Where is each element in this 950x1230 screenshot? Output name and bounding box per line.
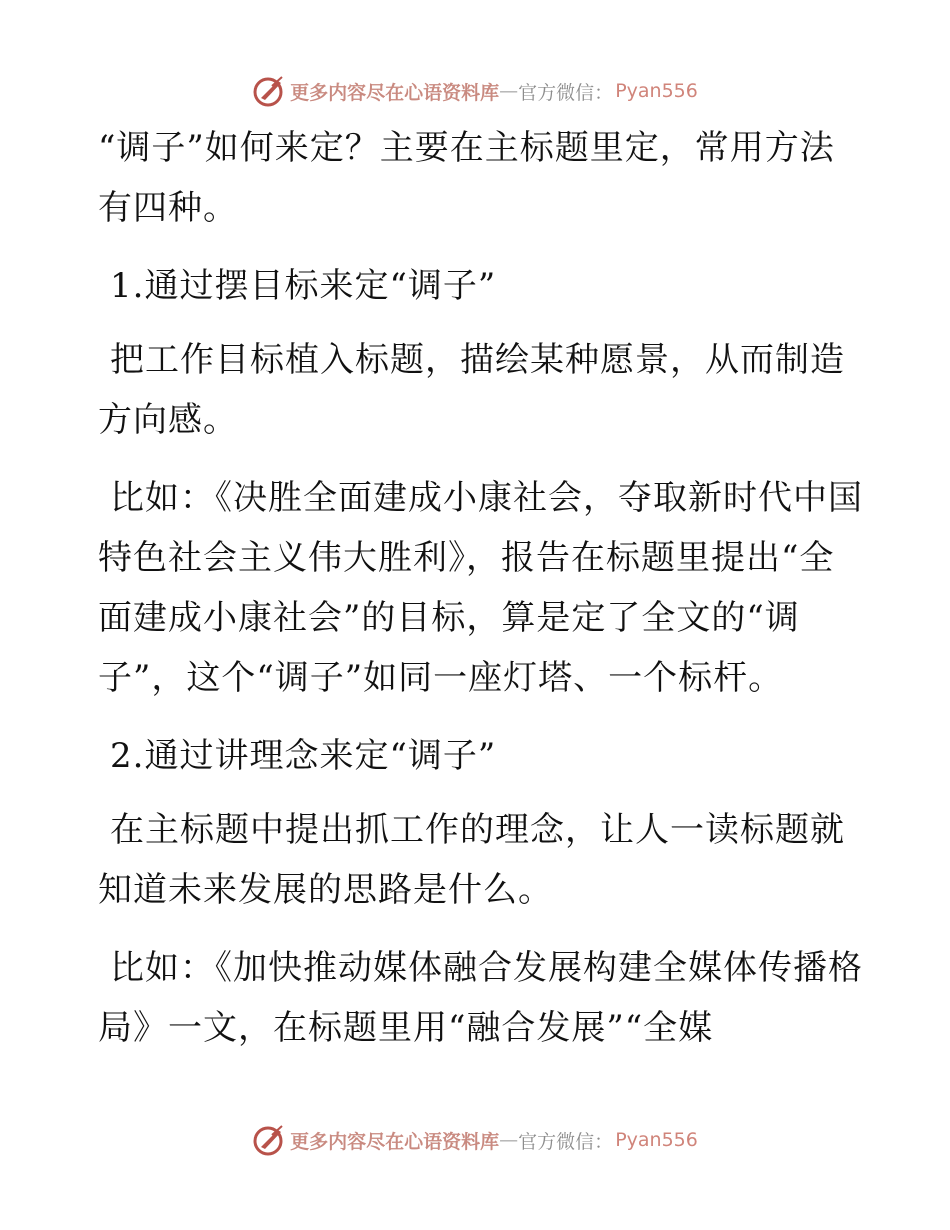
paragraph-example-2: 比如：《加快推动媒体融合发展构建全媒体传播格局》一文，在标题里用“融合发展”“全媒 bbox=[98, 948, 863, 1048]
paragraph-intro: “调子”如何来定？主要在主标题里定，常用方法有四种。 bbox=[98, 128, 835, 228]
watermark-dash: — bbox=[499, 1129, 519, 1151]
watermark-dash: — bbox=[499, 80, 519, 102]
watermark-label: 官方微信： bbox=[518, 81, 614, 104]
section-heading-2: 2.通过讲理念来定“调子” bbox=[110, 736, 497, 776]
watermark-wechat-id: Pyan556 bbox=[615, 1129, 698, 1151]
paragraph-method-2: 在主标题中提出抓工作的理念，让人一读标题就知道未来发展的思路是什么。 bbox=[98, 810, 845, 910]
watermark-text: 更多内容尽在心语资料库 bbox=[290, 81, 500, 104]
quill-logo-icon bbox=[252, 74, 286, 108]
watermark-text: 更多内容尽在心语资料库 bbox=[290, 1130, 500, 1153]
document-body bbox=[98, 118, 868, 1076]
section-heading-1: 1.通过摆目标来定“调子” bbox=[110, 266, 497, 306]
watermark-header bbox=[0, 71, 950, 111]
watermark-label: 官方微信： bbox=[518, 1130, 614, 1153]
watermark-footer bbox=[0, 1120, 950, 1160]
paragraph-example-1: 比如：《决胜全面建成小康社会，夺取新时代中国特色社会主义伟大胜利》，报告在标题里提出“全面建成小康社会”的目标，算是定了全文的“调子”，这个“调子”如同一座灯塔、一个标杆。 bbox=[98, 478, 863, 698]
quill-logo-icon bbox=[252, 1123, 286, 1157]
paragraph-method-1: 把工作目标植入标题，描绘某种愿景，从而制造方向感。 bbox=[98, 340, 845, 440]
watermark-wechat-id: Pyan556 bbox=[615, 80, 698, 102]
